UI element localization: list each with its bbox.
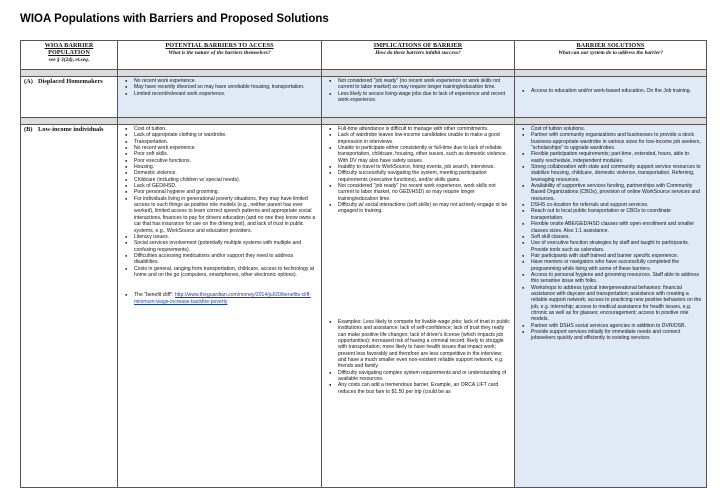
header-subtitle: How do these barriers inhibit success? <box>375 50 461 56</box>
list-item: ● DSHS co-location for referrals and support services. <box>531 202 703 208</box>
list-item: ● Not considered "job ready" (no recent work experience, work skills not current to labor market, no GED/HSD) so may require longer training/education time. <box>338 183 511 202</box>
header-subtitle: see § 3(24), et.seq. <box>48 57 90 63</box>
header-title: POTENTIAL BARRIERS TO ACCESS <box>165 42 274 49</box>
header-solutions <box>515 41 707 70</box>
header-title: BARRIER SOLUTIONS <box>576 42 645 49</box>
list-item: ● May have recently divorced so may have unreliable housing, transportation. <box>134 84 318 90</box>
solutions-list <box>518 126 703 342</box>
header-barriers <box>118 41 322 70</box>
list-item: ● Poor soft skills. <box>134 151 318 157</box>
document-title: WIOA Populations with Barriers and Proposed Solutions <box>20 13 329 25</box>
table-spacer <box>21 70 707 77</box>
header-title: WIOA BARRIER POPULATION <box>44 42 94 56</box>
list-item: ● Transportation. <box>134 139 318 145</box>
list-item: ● Workshops to address typical intergenerational behaviors; financial assistance with daycare and transportation; assistance with creating a reliable support network; access to practicing new positive behaviors on the job, e.g. internship; access to medical assistance for health issues, e.g. chronic as well as for glasses; encouragement; access to positive role models. <box>531 285 703 323</box>
list-item: ● Flexible participation requirements; part-time, extended, hours, able to easily reschedule, independent modules. <box>531 151 703 164</box>
list-item: ● Availability of supportive services funding, partnerships with Community Based Organizations (CBOs), provision of online WorkSource services and resources. <box>531 183 703 202</box>
table-header-row <box>21 41 707 70</box>
list-item: ● Have mentors or navigators who have successfully completed the programming while living with some of these barriers. <box>531 259 703 272</box>
table-spacer <box>21 118 707 125</box>
list-item: ● Poor executive functions. <box>134 158 318 164</box>
list-item: ● Examples: Less likely to compete for livable wage jobs; lack of trust in public institutions and assistance; lack of self-confidence; lack of trust they really can make positive life changes; lack of driver's license (which impacts job opportunities); increased risk of having a criminal record; likely to struggle with transportation; more likely to have health issues that impact work; present less favorably and therefore are less competitive in the interview; and have a much smaller even non-existent reliable support network, e.g. friends and family. <box>338 319 511 370</box>
implications-cell <box>322 125 515 488</box>
list-item: ● Limited recent/relevant work experience. <box>134 91 318 97</box>
list-item: ● Costs in general, ranging from transportation, childcare, access to technology at home and on the go (computers, smartphones, other electronic options). <box>134 266 318 279</box>
list-item: ● Access to education and/or work-based education, On the Job training. <box>531 88 703 94</box>
list-item: ● Reach out to local public transportation or CBOs to coordinate transportation. <box>531 208 703 221</box>
list-item: ● No recent work experience. <box>134 78 318 84</box>
solutions-list <box>518 88 703 94</box>
list-item: ● Less likely to secure living-wage jobs due to lack of experience and recent work experience. <box>338 91 511 104</box>
list-item: ● Poor personal hygiene and grooming. <box>134 189 318 195</box>
list-item: ● Cost of tuition. <box>134 126 318 132</box>
table-row-displaced-homemakers <box>21 77 707 118</box>
table-row-low-income <box>21 125 707 488</box>
list-item: ● Difficulty w/ social interactions (soft skills) so may not actively engage or be engaged in training. <box>338 202 511 215</box>
list-item: ● Lack of wardrobe leaves low-income candidates unable to make a good impression in interviews. <box>338 132 511 145</box>
header-subtitle: What can our system do to address the barrier? <box>558 50 663 56</box>
header-population <box>21 41 118 70</box>
barriers-list <box>121 126 318 278</box>
list-item: ● Domestic violence. <box>134 170 318 176</box>
list-item: ● Cost of tuition solutions. <box>531 126 703 132</box>
list-item: ● Pair participants with staff trained and barrier specific experience. <box>531 253 703 259</box>
population-label: (B) Low-income individuals <box>21 125 118 488</box>
list-item: ● Difficulties accessing medications and/or support they need to address disabilities. <box>134 253 318 266</box>
list-item: ● No recent work experience. <box>134 145 318 151</box>
list-item: ● Unable to participate either consistently or full-time due to lack of reliable transportation, childcare, housing, other issues, such as domestic violence. With DV may also have safety issues. <box>338 145 511 164</box>
implications-list <box>325 126 511 215</box>
list-item: ● Literacy issues. <box>134 234 318 240</box>
barrier-table <box>20 40 707 488</box>
list-item: ● Social services involvement (potentially multiple systems with multiple and confusing requirements). <box>134 240 318 253</box>
list-item: ● Housing. <box>134 164 318 170</box>
list-item: ● Difficulty navigating complex system requirements and or understanding of available resources. <box>338 370 511 383</box>
list-item: ● Full-time attendance is difficult to manage with other commitments. <box>338 126 511 132</box>
barriers-cell <box>118 125 322 488</box>
implications-list <box>325 78 511 103</box>
barriers-cell <box>118 77 322 118</box>
list-item: ● For individuals living in generational poverty situations, they may have limited access to such things as positive role models (e.g., neither parent has ever worked), limited access to learn correct speech patterns and appropriate social interactions, finances to pay for drivers education (and no one they know owns a car that has insurance for use on the driving test), and lack of trust in public systems, e.g., WorkSource and education providers. <box>134 196 318 234</box>
solutions-cell <box>515 77 707 118</box>
list-item: ● Lack of GED/HSD. <box>134 183 318 189</box>
list-item: ● Inability to travel to WorkSource, hiring events, job search, interviews. <box>338 164 511 170</box>
barriers-list <box>121 78 318 97</box>
list-item: ● Lack of appropriate clothing or wardrobe. <box>134 132 318 138</box>
implications-cell <box>322 77 515 118</box>
solutions-cell <box>515 125 707 488</box>
list-item: ● Childcare (including children w/ special needs). <box>134 177 318 183</box>
list-item: ● Not considered "job ready" (no recent work experience or work skills not current to labor market) so may require longer training/education time. <box>338 78 511 91</box>
benefit-cliff-list <box>121 292 318 305</box>
list-item: ● Flexible onsite ABE/GED/HSD classes with open enrollment and smaller classes sizes. Also 1:1 assistance. <box>531 221 703 234</box>
header-subtitle: What is the nature of the barriers themselves? <box>168 50 271 56</box>
list-item: ● Partner with DSHS social services agencies in addition to DVR/DSB. <box>531 323 703 329</box>
list-item: ● Difficulty successfully navigating the system, meeting participation requirements (executive functions), and/or skills gains. <box>338 170 511 183</box>
list-item: ● Strong collaboration with state and community support service resources to stabilize housing, childcare, domestic violence, transportation. Referring, leveraging resources. <box>531 164 703 183</box>
list-item: ● Use of executive function strategies by staff and taught to participants. Provide tools such as calendars. <box>531 240 703 253</box>
implications-examples-list <box>325 319 511 395</box>
population-label: (A) Displaced Homemakers <box>21 77 118 118</box>
list-item: ● Partner with community organizations and businesses to provide a stock business-appropriate wardrobe in various sizes for low-income job seekers, "scholarships" to upgrade wardrobes. <box>531 132 703 151</box>
list-item: ● The "benefit cliff": http://www.theguardian.com/money/2014/jul/20/benefits-cliff-minimum-wage-increase-backfire-poverty <box>134 292 318 305</box>
list-item: ● Soft skill classes. <box>531 234 703 240</box>
list-item: ● Access to personal hygiene and grooming resources. Staff able to address this sensitive issue with folks. <box>531 272 703 285</box>
benefit-cliff-link[interactable]: http://www.theguardian.com/money/2014/jul/20/benefits-cliff-minimum-wage-increase-backfire-poverty <box>134 292 312 305</box>
header-title: IMPLICATIONS OF BARRIER <box>373 42 463 49</box>
list-item: ● Provide support services initially for immediate needs and connect jobseekers quickly and efficiently to existing services <box>531 329 703 342</box>
header-implications <box>322 41 515 70</box>
list-item: ● Any costs can add a tremendous barrier. Example, an ORCA LIFT card reduces the bus fare to $1.50 per trip (could be as <box>338 382 511 395</box>
